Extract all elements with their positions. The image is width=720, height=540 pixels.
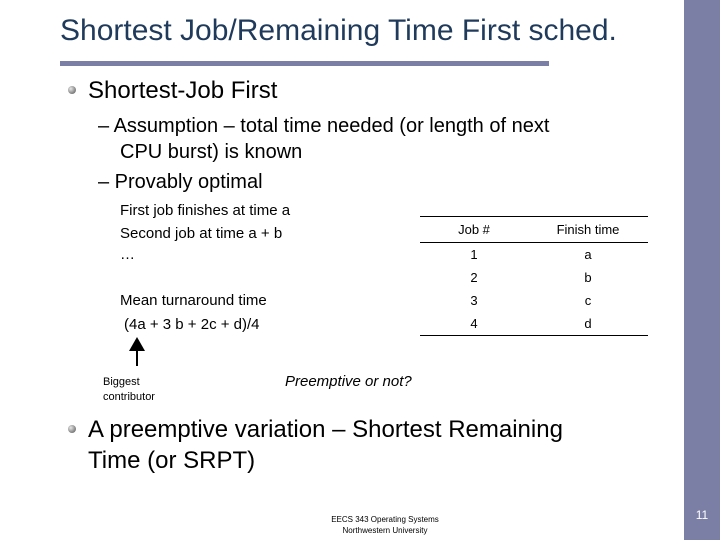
- table-cell: a: [584, 247, 592, 262]
- footer-university: Northwestern University: [342, 526, 428, 535]
- bullet-icon: [68, 86, 76, 94]
- bullet-sjf: Shortest-Job First: [88, 77, 278, 104]
- arrow-up-shaft: [136, 350, 138, 366]
- sub-bullet-assumption-line1: – Assumption – total time needed (or length of next: [98, 115, 550, 137]
- mean-turnaround-formula: (4a + 3 b + 2c + d)/4: [124, 316, 260, 333]
- bullet-preemptive-line1: A preemptive variation – Shortest Remaining: [88, 416, 563, 443]
- bullet-preemptive-line2: Time (or SRPT): [88, 447, 256, 474]
- table-header-cell: Job #: [420, 217, 528, 243]
- footer-course: EECS 343 Operating Systems: [331, 515, 439, 524]
- table-row: [420, 312, 648, 336]
- table-cell: b: [584, 270, 592, 285]
- table-row: [420, 289, 648, 312]
- side-accent-bar: [684, 0, 720, 540]
- table-cell: 2: [470, 270, 478, 285]
- table-cell: 3: [470, 293, 478, 308]
- sub-bullet-optimal: – Provably optimal: [98, 171, 263, 193]
- table-row: [420, 243, 648, 267]
- table-cell: 1: [470, 247, 478, 262]
- table-header-row: [420, 217, 648, 243]
- sub-bullet-assumption-line2: CPU burst) is known: [120, 141, 303, 163]
- arrow-up-icon: [129, 337, 145, 351]
- example-line-3: …: [120, 246, 135, 263]
- bullet-icon: [68, 425, 76, 433]
- table-cell: c: [584, 293, 592, 308]
- title-underline: [60, 61, 549, 66]
- biggest-contributor-label-2: contributor: [103, 391, 155, 403]
- preemptive-question: Preemptive or not?: [285, 373, 412, 390]
- example-line-1: First job finishes at time a: [120, 202, 291, 219]
- table-cell: d: [528, 312, 648, 336]
- example-line-2: Second job at time a + b: [120, 225, 283, 242]
- mean-turnaround-label: Mean turnaround time: [120, 292, 267, 309]
- table-row: [420, 266, 648, 289]
- slide-title: Shortest Job/Remaining Time First sched.: [60, 14, 617, 47]
- finish-time-table: [420, 216, 648, 336]
- slide-number: 11: [695, 508, 709, 522]
- footer: [305, 514, 465, 536]
- biggest-contributor-label-1: Biggest: [103, 376, 140, 388]
- table-header-cell: Finish time: [528, 217, 648, 243]
- table-cell: 4: [420, 312, 528, 336]
